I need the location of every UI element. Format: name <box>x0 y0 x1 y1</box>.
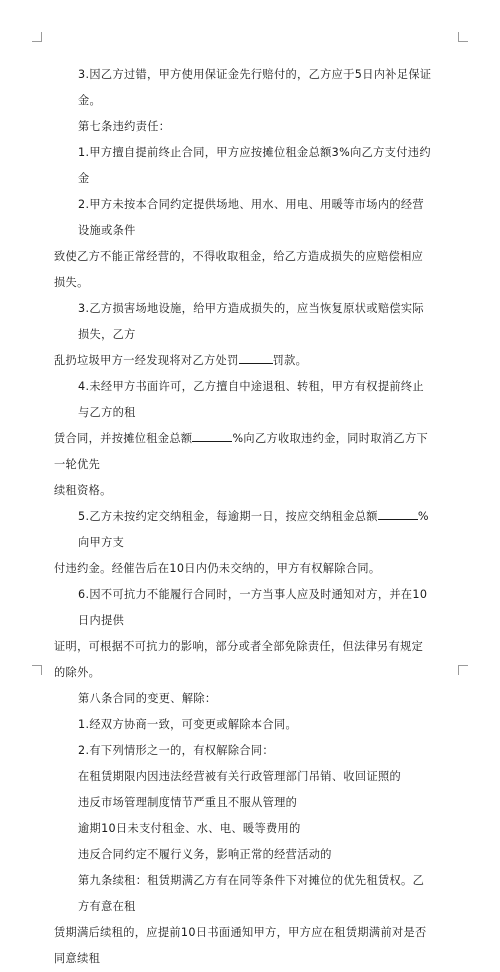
line-text: 续租资格。 <box>54 484 112 497</box>
line-text: 第八条合同的变更、解除： <box>78 692 217 705</box>
line-text: 4.未经甲方书面许可，乙方擅自中途退租、转租，甲方有权提前终止与乙方的租 <box>78 380 424 419</box>
section-heading-breach <box>78 114 434 140</box>
line-text: 3.乙方损害场地设施，给甲方造成损失的，应当恢复原状或赔偿实际损失，乙方 <box>78 302 424 341</box>
line-text: 在租赁期限内因违法经营被有关行政管理部门吊销、收回证照的 <box>78 770 402 783</box>
line-text: 罚款。 <box>272 354 308 367</box>
list-item-unpaid-fees <box>78 816 434 842</box>
line-text: 付违约金。经催告后在10日内仍未交纳的，甲方有权解除合同。 <box>54 562 381 575</box>
list-item-contract-breach <box>78 842 434 868</box>
clause-sublease <box>54 374 434 504</box>
fill-in-blank-late-percentage <box>378 508 418 520</box>
line-text: 3.因乙方过错，甲方使用保证金先行赔付的，乙方应于5日内补足保证金。 <box>78 68 432 107</box>
clause-facilities <box>54 192 434 296</box>
crop-mark-bottom-right <box>458 665 468 675</box>
line-text: 2.有下列情形之一的，有权解除合同： <box>78 744 274 757</box>
fill-in-blank-percentage <box>192 430 232 442</box>
line-text: 逾期10日未支付租金、水、电、暖等费用的 <box>78 822 301 835</box>
list-item-license-revoked <box>78 764 434 790</box>
clause-damage <box>54 296 434 374</box>
line-text: 赁合同，并按摊位租金总额 <box>54 432 193 445</box>
line-text: 1.甲方擅自提前终止合同，甲方应按摊位租金总额3%向乙方支付违约金 <box>78 146 431 185</box>
clause-late-rent <box>54 504 434 582</box>
crop-mark-top-left <box>32 32 42 42</box>
line-text: %向乙方收取违约金，同时取消乙方下一轮优先 <box>54 432 429 471</box>
fill-in-blank-penalty <box>239 352 273 364</box>
line-text: 乱扔垃圾甲方一经发现将对乙方处罚 <box>54 354 239 367</box>
line-text: 证明，可根据不可抗力的影响，部分或者全部免除责任，但法律另有规定的除外。 <box>54 640 424 679</box>
line-text: 2.甲方未按本合同约定提供场地、用水、用电、用暖等市场内的经营设施或条件 <box>78 198 424 237</box>
clause-renewal <box>54 868 434 972</box>
text-line-deposit-replenish <box>78 62 434 114</box>
clause-force-majeure <box>54 582 434 686</box>
line-text: 致使乙方不能正常经营的，不得收取租金，给乙方造成损失的应赔偿相应损失。 <box>54 250 424 289</box>
line-text: 1.经双方协商一致，可变更或解除本合同。 <box>78 718 298 731</box>
line-text: 赁期满后续租的，应提前10日书面通知甲方，甲方应在租赁期满前对是否同意续租 <box>54 926 427 965</box>
text-line-termination-conditions <box>78 738 434 764</box>
line-text: 6.因不可抗力不能履行合同时，一方当事人应及时通知对方，并在10日内提供 <box>78 588 428 627</box>
line-text: 5.乙方未按约定交纳租金，每逾期一日，按应交纳租金总额 <box>78 510 378 523</box>
text-line-mutual-agreement <box>78 712 434 738</box>
line-text: 第七条违约责任： <box>78 120 171 133</box>
line-text: %向甲方支 <box>78 510 429 549</box>
text-line-early-termination <box>78 140 434 192</box>
crop-mark-top-right <box>458 32 468 42</box>
crop-mark-bottom-left <box>32 665 42 675</box>
document-body <box>54 62 434 972</box>
section-heading-amendment <box>78 686 434 712</box>
line-text: 违反合同约定不履行义务，影响正常的经营活动的 <box>78 848 332 861</box>
line-text: 第九条续租：租赁期满乙方有在同等条件下对摊位的优先租赁权。乙方有意在租 <box>78 874 425 913</box>
list-item-rule-violation <box>78 790 434 816</box>
line-text: 违反市场管理制度情节严重且不服从管理的 <box>78 796 298 809</box>
